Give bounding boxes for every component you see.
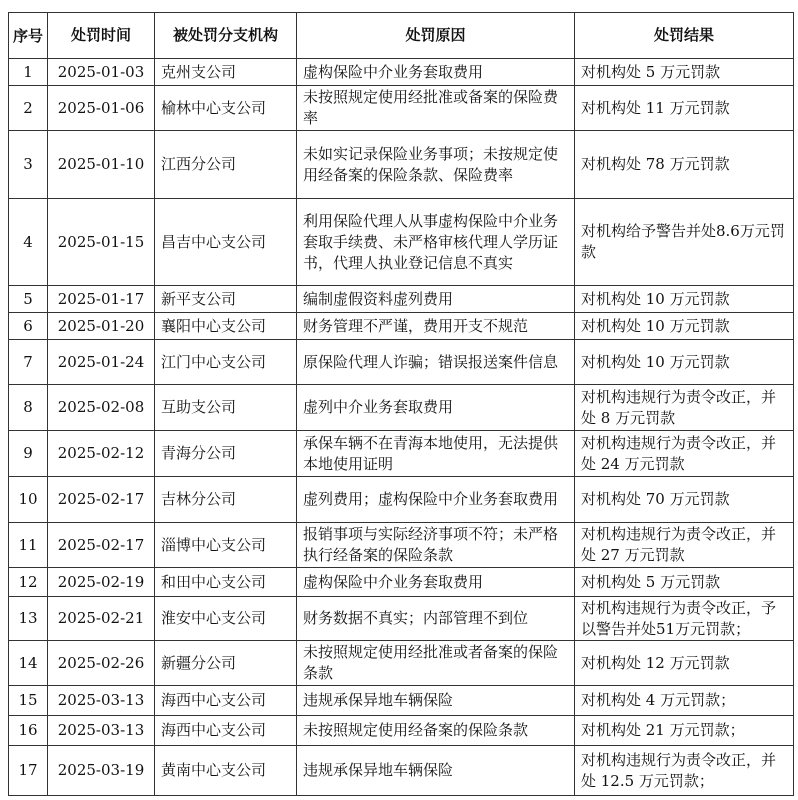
cell-branch: 克州支公司 <box>155 59 297 86</box>
cell-reason: 原保险代理人诈骗；错误报送案件信息 <box>297 340 575 385</box>
cell-branch: 海西中心支公司 <box>155 686 297 716</box>
table-header-row <box>9 13 794 59</box>
cell-result: 对机构违规行为责令改正，予以警告并处51万元罚款； <box>575 597 794 641</box>
table-row <box>9 431 794 477</box>
cell-reason: 违规承保异地车辆保险 <box>297 746 575 796</box>
cell-branch: 青海分公司 <box>155 431 297 477</box>
table-row <box>9 199 794 286</box>
table-row <box>9 597 794 641</box>
cell-result: 对机构违规行为责令改正，并处 12.5 万元罚款； <box>575 746 794 796</box>
cell-result: 对机构处 11 万元罚款 <box>575 86 794 131</box>
cell-date: 2025-02-19 <box>48 568 155 597</box>
table-row <box>9 313 794 340</box>
cell-branch: 新疆分公司 <box>155 641 297 686</box>
cell-branch: 淮安中心支公司 <box>155 597 297 641</box>
cell-result: 对机构违规行为责令改正，并处 27 万元罚款 <box>575 523 794 568</box>
cell-branch: 昌吉中心支公司 <box>155 199 297 286</box>
cell-seq: 17 <box>9 746 48 796</box>
cell-reason: 虚构保险中介业务套取费用 <box>297 59 575 86</box>
cell-result: 对机构违规行为责令改正，并处 24 万元罚款 <box>575 431 794 477</box>
cell-result: 对机构处 78 万元罚款 <box>575 131 794 199</box>
cell-result: 对机构处 5 万元罚款 <box>575 59 794 86</box>
cell-reason: 虚列中介业务套取费用 <box>297 385 575 431</box>
cell-seq: 14 <box>9 641 48 686</box>
header-result: 处罚结果 <box>575 13 794 59</box>
cell-reason: 承保车辆不在青海本地使用，无法提供本地使用证明 <box>297 431 575 477</box>
cell-result: 对机构给予警告并处8.6万元罚款 <box>575 199 794 286</box>
cell-date: 2025-02-21 <box>48 597 155 641</box>
header-date: 处罚时间 <box>48 13 155 59</box>
cell-branch: 海西中心支公司 <box>155 716 297 746</box>
header-reason: 处罚原因 <box>297 13 575 59</box>
cell-reason: 虚列费用；虚构保险中介业务套取费用 <box>297 477 575 523</box>
cell-result: 对机构违规行为责令改正，并处 8 万元罚款 <box>575 385 794 431</box>
cell-seq: 3 <box>9 131 48 199</box>
cell-reason: 未按照规定使用经批准或者备案的保险条款 <box>297 641 575 686</box>
cell-seq: 13 <box>9 597 48 641</box>
cell-date: 2025-02-08 <box>48 385 155 431</box>
cell-branch: 新平支公司 <box>155 286 297 313</box>
cell-date: 2025-02-17 <box>48 477 155 523</box>
cell-result: 对机构处 10 万元罚款 <box>575 340 794 385</box>
cell-branch: 江门中心支公司 <box>155 340 297 385</box>
cell-branch: 江西分公司 <box>155 131 297 199</box>
cell-reason: 未按照规定使用经批准或备案的保险费率 <box>297 86 575 131</box>
cell-date: 2025-01-15 <box>48 199 155 286</box>
cell-branch: 吉林分公司 <box>155 477 297 523</box>
cell-branch: 互助支公司 <box>155 385 297 431</box>
cell-reason: 未如实记录保险业务事项；未按规定使用经备案的保险条款、保险费率 <box>297 131 575 199</box>
cell-date: 2025-01-06 <box>48 86 155 131</box>
cell-date: 2025-01-03 <box>48 59 155 86</box>
header-seq: 序号 <box>9 13 48 59</box>
cell-branch: 淄博中心支公司 <box>155 523 297 568</box>
cell-result: 对机构处 21 万元罚款； <box>575 716 794 746</box>
header-branch: 被处罚分支机构 <box>155 13 297 59</box>
cell-seq: 8 <box>9 385 48 431</box>
penalty-table <box>8 12 794 796</box>
cell-date: 2025-02-12 <box>48 431 155 477</box>
cell-reason: 虚构保险中介业务套取费用 <box>297 568 575 597</box>
cell-reason: 财务数据不真实；内部管理不到位 <box>297 597 575 641</box>
cell-seq: 2 <box>9 86 48 131</box>
cell-result: 对机构处 5 万元罚款 <box>575 568 794 597</box>
cell-seq: 11 <box>9 523 48 568</box>
cell-result: 对机构处 70 万元罚款 <box>575 477 794 523</box>
cell-reason: 违规承保异地车辆保险 <box>297 686 575 716</box>
cell-result: 对机构处 10 万元罚款 <box>575 313 794 340</box>
cell-result: 对机构处 12 万元罚款 <box>575 641 794 686</box>
cell-date: 2025-01-17 <box>48 286 155 313</box>
cell-reason: 财务管理不严谨，费用开支不规范 <box>297 313 575 340</box>
cell-seq: 5 <box>9 286 48 313</box>
cell-reason: 利用保险代理人从事虚构保险中介业务套取手续费、未严格审核代理人学历证书，代理人执业登记信息不真实 <box>297 199 575 286</box>
cell-seq: 16 <box>9 716 48 746</box>
cell-date: 2025-03-19 <box>48 746 155 796</box>
cell-date: 2025-01-20 <box>48 313 155 340</box>
table-row <box>9 86 794 131</box>
table-row <box>9 641 794 686</box>
cell-date: 2025-01-24 <box>48 340 155 385</box>
cell-result: 对机构处 4 万元罚款； <box>575 686 794 716</box>
table-row <box>9 131 794 199</box>
cell-seq: 1 <box>9 59 48 86</box>
table-row <box>9 385 794 431</box>
cell-reason: 编制虚假资料虚列费用 <box>297 286 575 313</box>
table-row <box>9 716 794 746</box>
table-row <box>9 340 794 385</box>
table-row <box>9 477 794 523</box>
table-row <box>9 59 794 86</box>
table-row <box>9 286 794 313</box>
table-row <box>9 746 794 796</box>
cell-date: 2025-03-13 <box>48 686 155 716</box>
table-row <box>9 523 794 568</box>
cell-date: 2025-03-13 <box>48 716 155 746</box>
cell-reason: 报销事项与实际经济事项不符；未严格执行经备案的保险条款 <box>297 523 575 568</box>
cell-result: 对机构处 10 万元罚款 <box>575 286 794 313</box>
cell-seq: 6 <box>9 313 48 340</box>
cell-branch: 和田中心支公司 <box>155 568 297 597</box>
cell-seq: 15 <box>9 686 48 716</box>
table-row <box>9 568 794 597</box>
cell-branch: 襄阳中心支公司 <box>155 313 297 340</box>
cell-seq: 12 <box>9 568 48 597</box>
cell-seq: 7 <box>9 340 48 385</box>
cell-date: 2025-02-26 <box>48 641 155 686</box>
cell-reason: 未按照规定使用经备案的保险条款 <box>297 716 575 746</box>
cell-date: 2025-01-10 <box>48 131 155 199</box>
cell-seq: 10 <box>9 477 48 523</box>
table-row <box>9 686 794 716</box>
cell-date: 2025-02-17 <box>48 523 155 568</box>
cell-branch: 黄南中心支公司 <box>155 746 297 796</box>
cell-seq: 4 <box>9 199 48 286</box>
cell-branch: 榆林中心支公司 <box>155 86 297 131</box>
cell-seq: 9 <box>9 431 48 477</box>
